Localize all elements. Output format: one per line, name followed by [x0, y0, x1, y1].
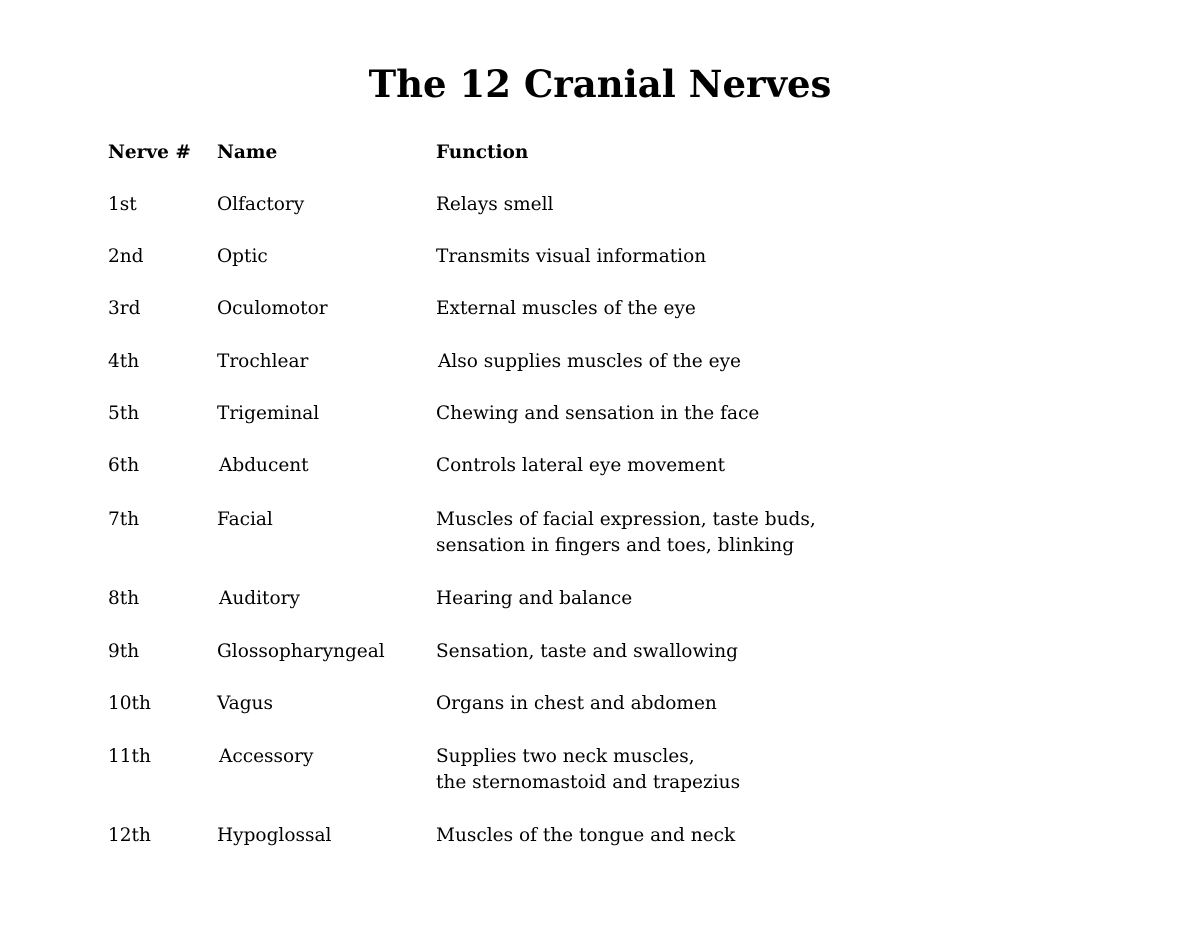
nerve-number: 5th [108, 403, 140, 424]
header-function: Function [436, 142, 529, 163]
nerve-function-line: Sensation, taste and swallowing [436, 641, 738, 662]
nerve-name: Glossopharyngeal [217, 641, 385, 662]
nerve-number: 8th [108, 588, 140, 609]
nerve-function-line: Hearing and balance [436, 588, 633, 609]
nerve-name: Optic [217, 246, 268, 267]
nerve-function-line: sensation in fingers and toes, blinking [436, 535, 795, 556]
nerve-function [436, 192, 553, 218]
nerve-number: 6th [108, 455, 140, 476]
nerve-function [436, 296, 696, 322]
nerve-name: Facial [217, 509, 273, 530]
nerve-function [436, 401, 759, 427]
nerve-function [436, 823, 735, 849]
nerve-name: Trigeminal [217, 403, 320, 424]
nerve-number: 7th [108, 509, 140, 530]
nerve-function-line: Relays smell [436, 194, 554, 215]
nerve-function [436, 691, 717, 717]
nerve-number: 1st [108, 194, 137, 215]
nerve-number: 9th [108, 641, 140, 662]
nerve-function-line: Supplies two neck muscles, [436, 746, 695, 767]
nerve-name: Trochlear [217, 351, 309, 372]
nerve-name: Abducent [219, 455, 309, 476]
header-name: Name [217, 142, 278, 163]
nerve-function-line: Transmits visual information [436, 246, 707, 267]
nerve-function-line: Also supplies muscles of the eye [438, 351, 741, 372]
header-nerve-number: Nerve # [108, 142, 191, 163]
nerve-number: 10th [108, 693, 151, 714]
nerve-name: Olfactory [217, 194, 305, 215]
nerve-name: Auditory [219, 588, 300, 609]
nerve-name: Oculomotor [217, 298, 328, 319]
nerve-number: 12th [108, 825, 151, 846]
nerve-function [436, 586, 632, 612]
nerve-function [436, 453, 725, 479]
nerve-number: 3rd [108, 298, 141, 319]
nerve-function [436, 744, 740, 796]
nerve-function-line: the sternomastoid and trapezius [436, 772, 741, 793]
nerve-function-line: External muscles of the eye [436, 298, 696, 319]
nerve-function [436, 507, 816, 559]
nerve-name: Vagus [217, 693, 273, 714]
nerve-number: 2nd [108, 246, 144, 267]
nerve-number: 4th [108, 351, 140, 372]
page-title: The 12 Cranial Nerves [368, 62, 832, 106]
nerve-function-line: Organs in chest and abdomen [436, 693, 717, 714]
nerve-function [438, 349, 741, 375]
nerve-function [436, 639, 738, 665]
nerve-name: Accessory [219, 746, 314, 767]
nerve-number: 11th [108, 746, 151, 767]
nerve-function-line: Controls lateral eye movement [436, 455, 726, 476]
nerve-function-line: Muscles of the tongue and neck [436, 825, 736, 846]
nerve-function-line: Muscles of facial expression, taste buds, [436, 509, 816, 530]
nerve-name: Hypoglossal [217, 825, 332, 846]
nerve-function-line: Chewing and sensation in the face [436, 403, 760, 424]
nerve-function [436, 244, 706, 270]
